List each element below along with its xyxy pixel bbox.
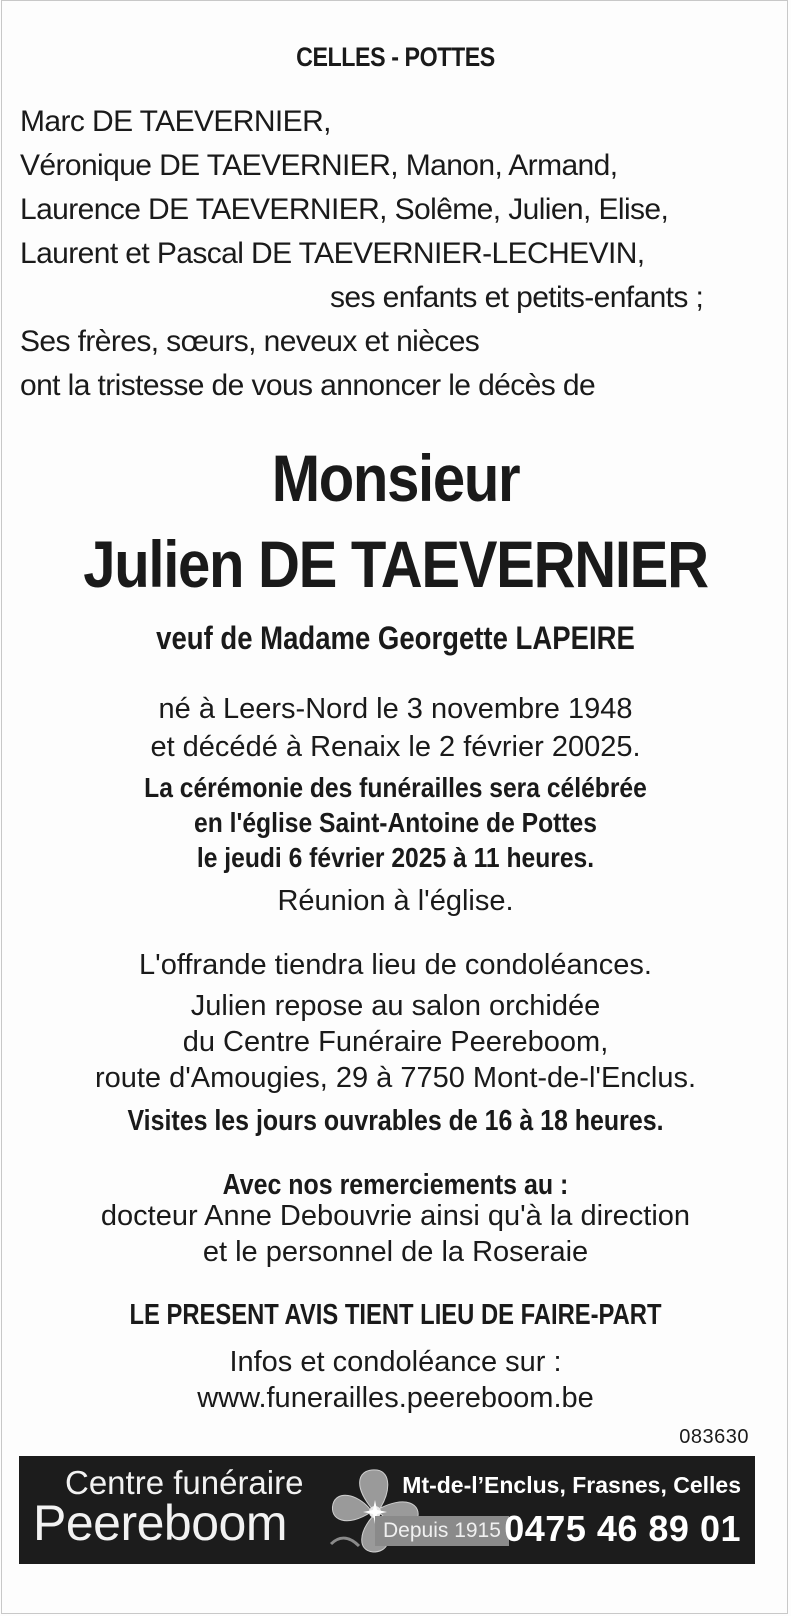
location-heading: CELLES - POTTES	[296, 42, 495, 72]
family-line: Marc DE TAEVERNIER,	[20, 105, 331, 138]
death-line: et décédé à Renaix le 2 février 20025.	[150, 731, 641, 763]
thanks-block	[0, 1198, 791, 1270]
meeting-text: Réunion à l'église.	[277, 885, 514, 917]
repose-line: route d'Amougies, 29 à 7750 Mont-de-l'Enclus.	[94, 1062, 697, 1094]
dates-block	[0, 690, 791, 766]
brand-line2: Peereboom	[33, 1495, 287, 1551]
birth-line: né à Leers-Nord le 3 novembre 1948	[158, 693, 633, 725]
thanks-line: et le personnel de la Roseraie	[202, 1236, 589, 1268]
infos-block	[0, 1344, 791, 1416]
family-list	[20, 100, 780, 408]
deceased-name: Julien DE TAEVERNIER	[83, 527, 708, 601]
phone-number[interactable]: 0475 46 89 01	[504, 1508, 741, 1549]
notice-text: LE PRESENT AVIS TIENT LIEU DE FAIRE-PART	[129, 1299, 662, 1331]
ceremony-line: le jeudi 6 février 2025 à 11 heures.	[196, 842, 595, 873]
ceremony-block	[47, 770, 743, 875]
offering-text: L'offrande tiendra lieu de condoléances.	[139, 949, 652, 981]
locations-text: Mt-de-l’Enclus, Frasnes, Celles	[402, 1472, 741, 1498]
widow-of: veuf de Madame Georgette LAPEIRE	[156, 620, 635, 656]
ceremony-line: La cérémonie des funérailles sera célébrée	[144, 772, 647, 803]
reference-number: 083630	[679, 1426, 749, 1448]
repose-line: du Centre Funéraire Peereboom,	[182, 1026, 609, 1058]
repose-line: Julien repose au salon orchidée	[190, 990, 601, 1022]
deceased-title: Monsieur	[271, 441, 520, 515]
family-line: Véronique DE TAEVERNIER, Manon, Armand,	[20, 149, 618, 182]
ceremony-line: en l'église Saint-Antoine de Pottes	[194, 807, 597, 838]
brand-line1: Centre funéraire	[65, 1464, 304, 1501]
repose-block	[0, 988, 791, 1096]
thanks-title: Avec nos remerciements au :	[222, 1169, 569, 1201]
family-siblings: Ses frères, sœurs, neveux et nièces	[20, 325, 480, 358]
family-relation: ses enfants et petits-enfants ;	[330, 281, 704, 314]
family-line: Laurence DE TAEVERNIER, Solême, Julien, Elise,	[20, 193, 669, 226]
since-badge: Depuis 1915	[375, 1516, 509, 1546]
visits-text: Visites les jours ouvrables de 16 à 18 heures.	[127, 1105, 664, 1137]
infos-line: Infos et condoléance sur :	[229, 1346, 562, 1378]
infos-url[interactable]: www.funerailles.peereboom.be	[197, 1382, 594, 1414]
family-line: Laurent et Pascal DE TAEVERNIER-LECHEVIN,	[20, 237, 645, 270]
funeral-home-banner	[19, 1456, 755, 1564]
announcement-text: ont la tristesse de vous annoncer le décès de	[20, 369, 596, 402]
thanks-line: docteur Anne Debouvrie ainsi qu'à la direction	[100, 1200, 691, 1232]
